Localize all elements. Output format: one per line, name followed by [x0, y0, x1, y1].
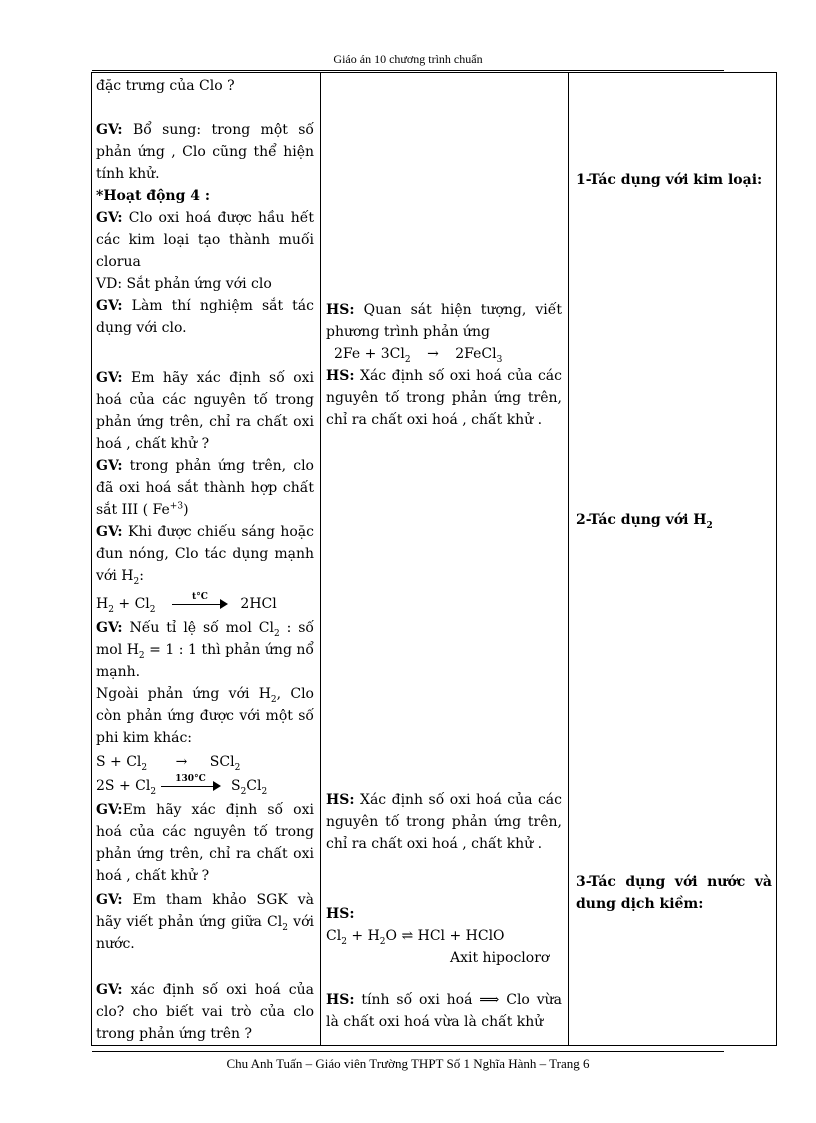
gv-label: GV: [96, 122, 123, 138]
equation-h2-cl2: $H_2 + Cl_2$ t°C 2HCl [96, 592, 277, 615]
gv-note-10: GV: xác định số oxi hoá của clo? cho biết vai trò của clo trong phản ứng trên ? [96, 982, 314, 1042]
page-header: Giáo án 10 chương trình chuẩn [333, 52, 483, 66]
arrow-icon: t°C [172, 599, 228, 609]
section-heading-3: 3-Tác dụng với nước và dung dịch kiềm: [576, 874, 772, 912]
equation-s-cl2: $S + Cl_2 \to SCl_2$ [96, 754, 241, 773]
gv-note-9: GV: Em tham khảo SGK và hãy viết phản ứng giữa $Cl_2$ với nước. [96, 892, 315, 952]
acid-name: Axit hipoclorơ [450, 950, 550, 966]
activity-4-heading: *Hoạt động 4 : [96, 188, 211, 204]
page-footer: Chu Anh Tuấn – Giáo viên Trường THPT Số 1 Nghĩa Hành – Trang 6 [226, 1056, 590, 1071]
arrow-icon: 130°C [161, 781, 221, 791]
section-heading-2: 2-Tác dụng với $H_2$ [576, 512, 713, 531]
nonmetal-note: Ngoài phản ứng với $H_2$, Clo còn phản ứng được với một số phi kim khác: [96, 686, 314, 746]
column-divider-1 [320, 73, 321, 1045]
gv-note-4: GV: Em hãy xác định số oxi hoá của các nguyên tố trong phản ứng trên, chỉ ra chất oxi hoá , chất khử ? [96, 370, 314, 452]
footer-rule [92, 1051, 724, 1052]
hs-note-2: HS: Xác định số oxi hoá của các nguyên tố trong phản ứng trên, chỉ ra chất oxi hoá , chất khử . [326, 368, 562, 428]
gv-note-5: GV: trong phản ứng trên, clo đã oxi hoá sắt thành hợp chất sắt III ( $Fe^{+3}$) [96, 458, 314, 518]
equation-2s-cl2: $2S + Cl_2$ 130°C $S_2Cl_2$ [96, 774, 268, 797]
gv-note-3: GV: Làm thí nghiệm sắt tác dụng với clo. [96, 298, 314, 336]
hs-note-3: HS: Xác định số oxi hoá của các nguyên tố trong phản ứng trên, chỉ ra chất oxi hoá , chất khử . [326, 792, 562, 852]
hs-note-1: HS: Quan sát hiện tượng, viết phương trình phản ứng [326, 302, 562, 340]
lesson-table [91, 72, 777, 1046]
equation-cl2-h2o: $Cl_2 + H_2O$ ⇌ HCl + HClO [326, 928, 505, 947]
gv-note-7: GV: Nếu tỉ lệ số mol $Cl_2$ : số mol $H_2 = 1$ : 1 thì phản ứng nổ mạnh. [96, 620, 315, 680]
arrow-icon: → [175, 754, 188, 770]
text-line: đặc trưng của Clo ? [96, 78, 235, 94]
gv-note-6: GV: Khi được chiếu sáng hoặc đun nóng, Clo tác dụng mạnh với $H_2$: [96, 524, 314, 587]
arrow-icon: → [427, 346, 439, 362]
gv-note-8: GV:Em hãy xác định số oxi hoá của các nguyên tố trong phản ứng trên, chỉ ra chất oxi hoá , chất khử ? [96, 802, 314, 884]
equation-fe-cl2: $2Fe + 3Cl_2$ → 2FeCl$_3$ [334, 346, 503, 365]
column-divider-2 [568, 73, 569, 1045]
example-line: VD: Sắt phản ứng với clo [96, 276, 272, 292]
hs-note-4: HS: tính số oxi hoá ⟹ Clo vừa là chất oxi hoá vừa là chất khử [326, 992, 562, 1030]
gv-note-1: GV: Bổ sung: trong một số phản ứng , Clo cũng thể hiện tính khử. [96, 122, 314, 182]
section-heading-1: 1-Tác dụng với kim loại: [576, 172, 763, 188]
gv-note-2: GV: Clo oxi hoá được hầu hết các kim loại tạo thành muối clorua [96, 210, 314, 270]
hs-label: HS: [326, 906, 355, 922]
header-rule [92, 70, 724, 71]
